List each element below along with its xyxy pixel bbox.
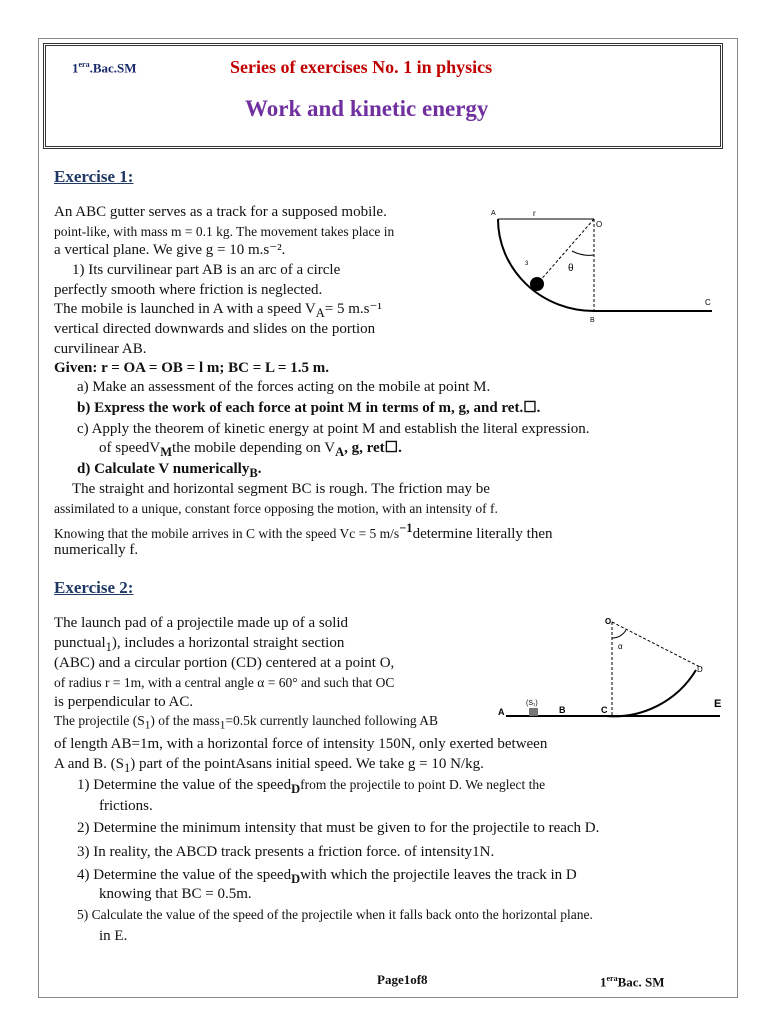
ex2-line: The projectile $(S_1)$ of the mass$_1$=0.5k currently launched following AB (54, 713, 439, 732)
mobile-ball (530, 277, 544, 291)
radius-om (538, 219, 594, 283)
ex2-question-1-cont: frictions. (99, 798, 153, 814)
label-a: A (498, 707, 505, 717)
ex2-question-1: 1) Determine the value of the speed$_D$from the projectile to point D. We neglect the (77, 777, 546, 796)
ex1-line: The straight and horizontal segment BC is rough. The friction may be (72, 481, 490, 497)
alpha-arc (612, 630, 626, 638)
ex2-line: (ABC) and a circular portion (CD) centered at a point O, (54, 655, 395, 671)
exercise-2-figure (494, 612, 730, 724)
label-m: 3 (525, 261, 529, 267)
ex1-line: curvilinear AB. (54, 341, 147, 357)
ex1-question-a: a) Make an assessment of the forces acting on the mobile at point M. (77, 379, 491, 395)
label-b: B (559, 705, 566, 715)
ex1-question-d: d) Calculate V numerically$_B$. (77, 461, 262, 480)
ex1-line: numerically f. (54, 542, 139, 558)
segment-od (612, 622, 702, 668)
ex2-question-4-cont: knowing that BC = 0.5m. (99, 886, 252, 902)
label-s1: (S₁) (526, 700, 538, 707)
ex2-question-5-cont: in E. (99, 928, 128, 944)
label-b: B (590, 317, 595, 324)
ex1-line: 1) Its curvilinear part AB is an arc of a circle (72, 262, 341, 278)
arc-ab (498, 219, 594, 311)
theta-arc (572, 251, 594, 255)
ex1-line: The mobile is launched in A with a speed $V_A= 5$ m.s⁻¹ (54, 301, 382, 320)
label-d: D (697, 665, 703, 674)
series-title: Series of exercises No. 1 in physics (230, 57, 493, 77)
label-alpha: α (618, 642, 623, 651)
ex1-line: a vertical plane. We give g = 10 m.s⁻². (54, 242, 286, 258)
ex2-line: of radius r = 1m, with a central angle α = 60° and such that OC (54, 675, 395, 690)
ex2-line: is perpendicular to AC. (54, 694, 194, 710)
exercise-1-heading: Exercise 1: (54, 167, 134, 186)
label-e: E (714, 698, 722, 710)
label-c: C (705, 298, 711, 307)
ex1-line: point-like, with mass m = 0.1 kg. The movement takes place in (54, 224, 395, 239)
exercise-1-figure (486, 205, 722, 327)
class-tag: $1^{era}.Bac.SM$ (72, 60, 137, 76)
ex2-question-2: 2) Determine the minimum intensity that must be given to for the projectile to reach D. (77, 820, 600, 836)
exercise-2-heading: Exercise 2: (54, 578, 134, 597)
ex1-given: Given: r = OA = OB = l m; BC = L = 1.5 m. (54, 360, 329, 376)
label-o: O (596, 220, 603, 229)
page-title: Work and kinetic energy (245, 96, 489, 121)
ex2-question-5: 5) Calculate the value of the speed of the projectile when it falls back onto the horizontal plane. (77, 907, 593, 922)
label-r: r (533, 209, 536, 218)
ex2-question-3: 3) In reality, the ABCD track presents a friction force. of intensity1N. (77, 844, 495, 860)
ex1-line: An ABC gutter serves as a track for a supposed mobile. (54, 204, 387, 220)
ex1-question-c: c) Apply the theorem of kinetic energy at point M and establish the literal expression. (77, 421, 590, 437)
ex2-question-4: 4) Determine the value of the speed$_D$with which the projectile leaves the track in D (77, 867, 577, 886)
label-a: A (491, 210, 496, 217)
ex1-line: perfectly smooth where friction is neglected. (54, 282, 323, 298)
ex1-line: Knowing that the mobile arrives in C with the speed Vc = 5 $m/s^{-1}determine$ literally then (54, 521, 553, 542)
projectile-s1 (529, 708, 538, 716)
ex2-line: A and B. $(S_1)$ part of the pointAsans initial speed. We take g = 10 N/kg. (54, 756, 484, 775)
label-c: C (601, 705, 608, 715)
ex2-line: punctual$_1$), includes a horizontal straight section (54, 635, 345, 654)
ex1-line: vertical directed downwards and slides on the portion (54, 321, 376, 337)
ex2-line: of length AB=1m, with a horizontal force of intensity 150N, only exerted between (54, 736, 548, 752)
ex1-line: assimilated to a unique, constant force opposing the motion, with an intensity of f. (54, 501, 498, 516)
label-theta: θ (568, 263, 574, 274)
ex2-line: The launch pad of a projectile made up of a solid (54, 615, 349, 631)
label-o: O (605, 617, 612, 626)
footer-class-tag: $1^{era}Bac$. SM (600, 974, 665, 990)
ex1-question-b: b) Express the work of each force at point M in terms of m, g, and ret.☐. (77, 400, 541, 416)
page-number: Page1of8 (377, 972, 428, 987)
ex1-question-c-cont: of speedV$_M$the mobile depending on $V_A$, g, ret☐. (99, 440, 402, 459)
arc-cd (606, 670, 696, 716)
